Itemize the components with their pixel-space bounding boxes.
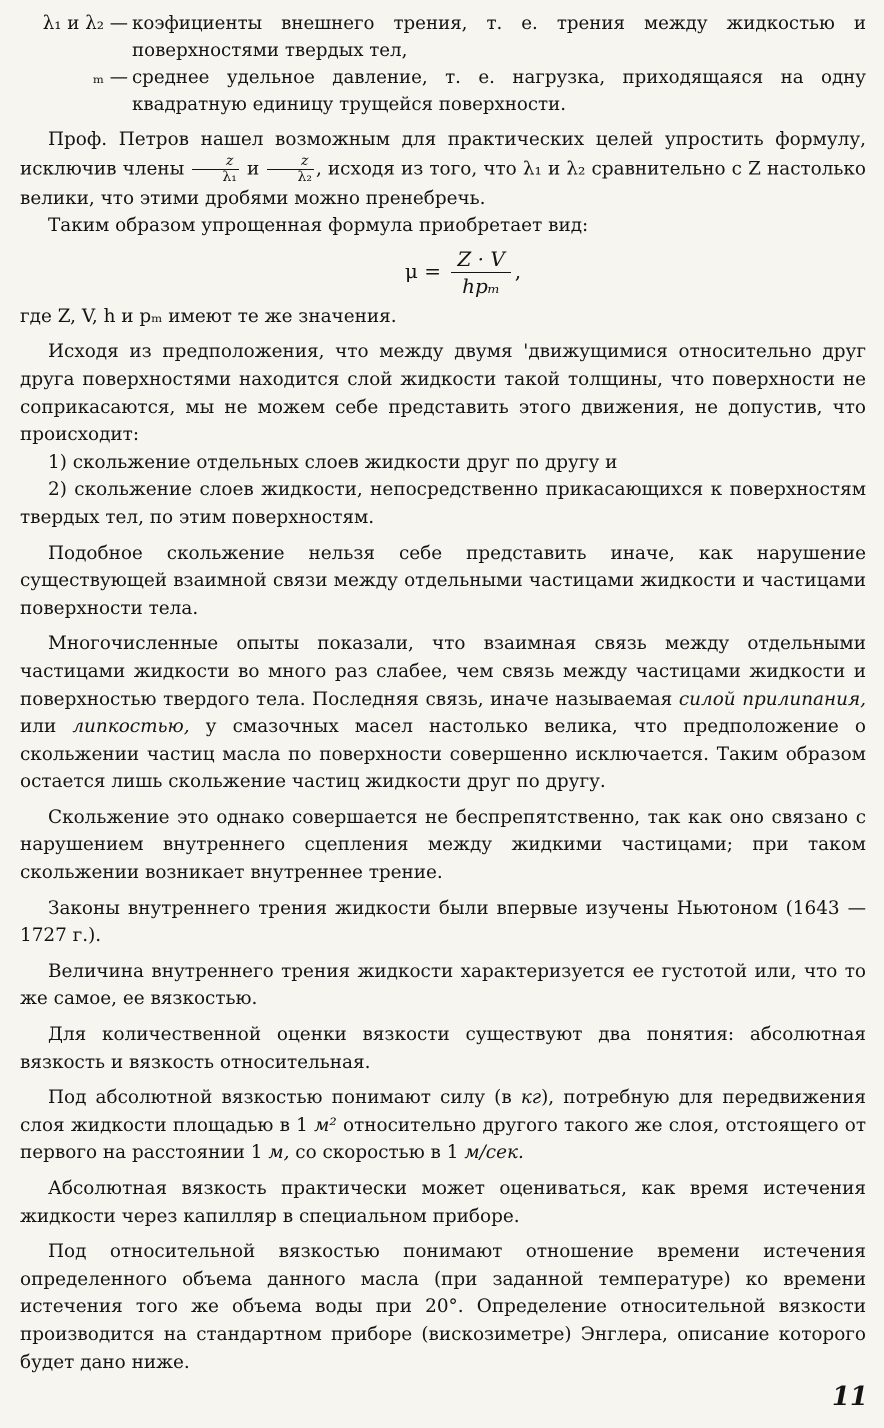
paragraph-quantitative: Для количественной оценки вязкости существуют два понятия: абсолютная вязкость и вязкость относительная. <box>20 1024 866 1073</box>
text-span: Многочисленные опыты показали, что взаимная связь между отдельными частицами жидкости во много раз слабее, чем связь между частицами жидкости и поверхностью твердого тела. Последняя связь, иначе называемая <box>20 633 866 710</box>
main-text <box>20 126 866 1376</box>
text-span: Под абсолютной вязкостью понимают силу (в <box>48 1087 512 1109</box>
formula-viscosity <box>60 246 866 299</box>
formula-numerator: Z · V <box>451 246 510 273</box>
paragraph-experiments <box>20 630 866 796</box>
fraction-denominator: λ₁ <box>222 168 237 185</box>
fraction-z-lambda1 <box>192 154 239 185</box>
unit-m: м, <box>268 1142 290 1164</box>
fraction-z-lambda2 <box>267 154 314 185</box>
definition-symbol: ₘ — <box>92 67 128 88</box>
paragraph-simplified: Таким образом упрощенная формула приобретает вид: <box>48 215 589 237</box>
text-span: у смазочных масел настолько велика, что предположение о скольжении частиц масла по поверхности совершенно исключается. Таким образом остается лишь скольжение частиц жидкости друг по другу. <box>20 716 866 793</box>
paragraph-relative-viscosity: Под относительной вязкостью понимают отношение времени истечения определенного объема данного масла (при заданной температуре) ко времени истечения того же объема воды при 20°. Определение относительной вязкости производится на стандартном приборе (вискозиметре) Энглера, описание которого будет дано ниже. <box>20 1241 866 1373</box>
term-stickiness: липкостью, <box>72 716 190 738</box>
text-span: ), потребную для передвижения слоя жидкости площадью в 1 <box>20 1087 866 1136</box>
definition-symbol: λ₁ и λ₂ — <box>42 13 128 34</box>
paragraph-assumption: Исходя из предположения, что между двумя 'движущимися относительно друг друга поверхностями находится слой жидкости такой толщины, что поверхности не соприкасаются, мы не можем себе представить этого движения, не допустив, что происходит: <box>20 341 866 446</box>
formula-fraction <box>451 246 510 299</box>
list-item-1: 1) скольжение отдельных слоев жидкости друг по другу и <box>48 451 618 473</box>
unit-m-per-sec: м/сек. <box>464 1142 524 1164</box>
definition-row <box>20 10 866 64</box>
fraction-numerator: z <box>267 154 314 170</box>
unit-kg: кг <box>520 1087 542 1109</box>
symbol-definitions <box>20 10 866 118</box>
fraction-denominator: λ₂ <box>297 168 312 185</box>
formula-lhs: μ = <box>404 258 441 283</box>
text-span: или <box>20 716 57 738</box>
text-span: Проф. Петров нашел возможным для практических целей упростить формулу, исключив члены <box>20 129 866 180</box>
definition-text: среднее удельное давление, т. е. нагрузка, приходящаяся на одну квадратную единицу трущейся поверхности. <box>132 67 866 115</box>
definition-text: коэфициенты внешнего трения, т. е. трения между жидкостью и поверхностями твердых тел, <box>132 13 866 61</box>
paragraph-magnitude: Величина внутреннего трения жидкости характеризуется ее густотой или, что то же самое, ее вязкостью. <box>20 960 866 1010</box>
paragraph-absolute-viscosity <box>20 1084 866 1167</box>
list-item-2: 2) скольжение слоев жидкости, непосредственно прикасающихся к поверхностям твердых тел, по этим поверхностям. <box>20 479 866 528</box>
paragraph-petrov <box>20 126 866 212</box>
unit-m2: м² <box>314 1114 337 1136</box>
fraction-numerator: z <box>192 154 239 170</box>
paragraph-where: где Z, V, h и pₘ имеют те же значения. <box>20 305 397 327</box>
paragraph-similar-sliding: Подобное скольжение нельзя себе представить иначе, как нарушение существующей взаимной связи между отдельными частицами жидкости и частицами поверхности тела. <box>20 542 866 619</box>
text-span: со скоростью в 1 <box>295 1142 459 1164</box>
paragraph-laws: Законы внутреннего трения жидкости были впервые изучены Ньютоном (1643 — 1727 г.). <box>20 897 866 947</box>
definition-row <box>20 64 866 118</box>
text-span: относительно другого такого же слоя, отстоящего от первого на расстоянии 1 <box>20 1114 867 1164</box>
paragraph-practical: Абсолютная вязкость практически может оцениваться, как время истечения жидкости через капилляр в специальном приборе. <box>20 1178 866 1227</box>
page-number: 11 <box>831 1382 868 1412</box>
formula-denominator: hpₘ <box>462 273 501 298</box>
text-span: и <box>247 158 260 180</box>
formula-tail: , <box>514 258 522 283</box>
term-adhesion: силой прилипания, <box>678 688 866 710</box>
paragraph-sliding: Скольжение это однако совершается не беспрепятственно, так как оно связано с нарушением внутреннего сцепления между жидкими частицами; при таком скольжении возникает внутреннее трение. <box>20 806 866 884</box>
text-span: , исходя из того, что λ₁ и λ₂ сравнительно с Z настолько велики, что этими дробями можно пренебречь. <box>20 158 867 209</box>
